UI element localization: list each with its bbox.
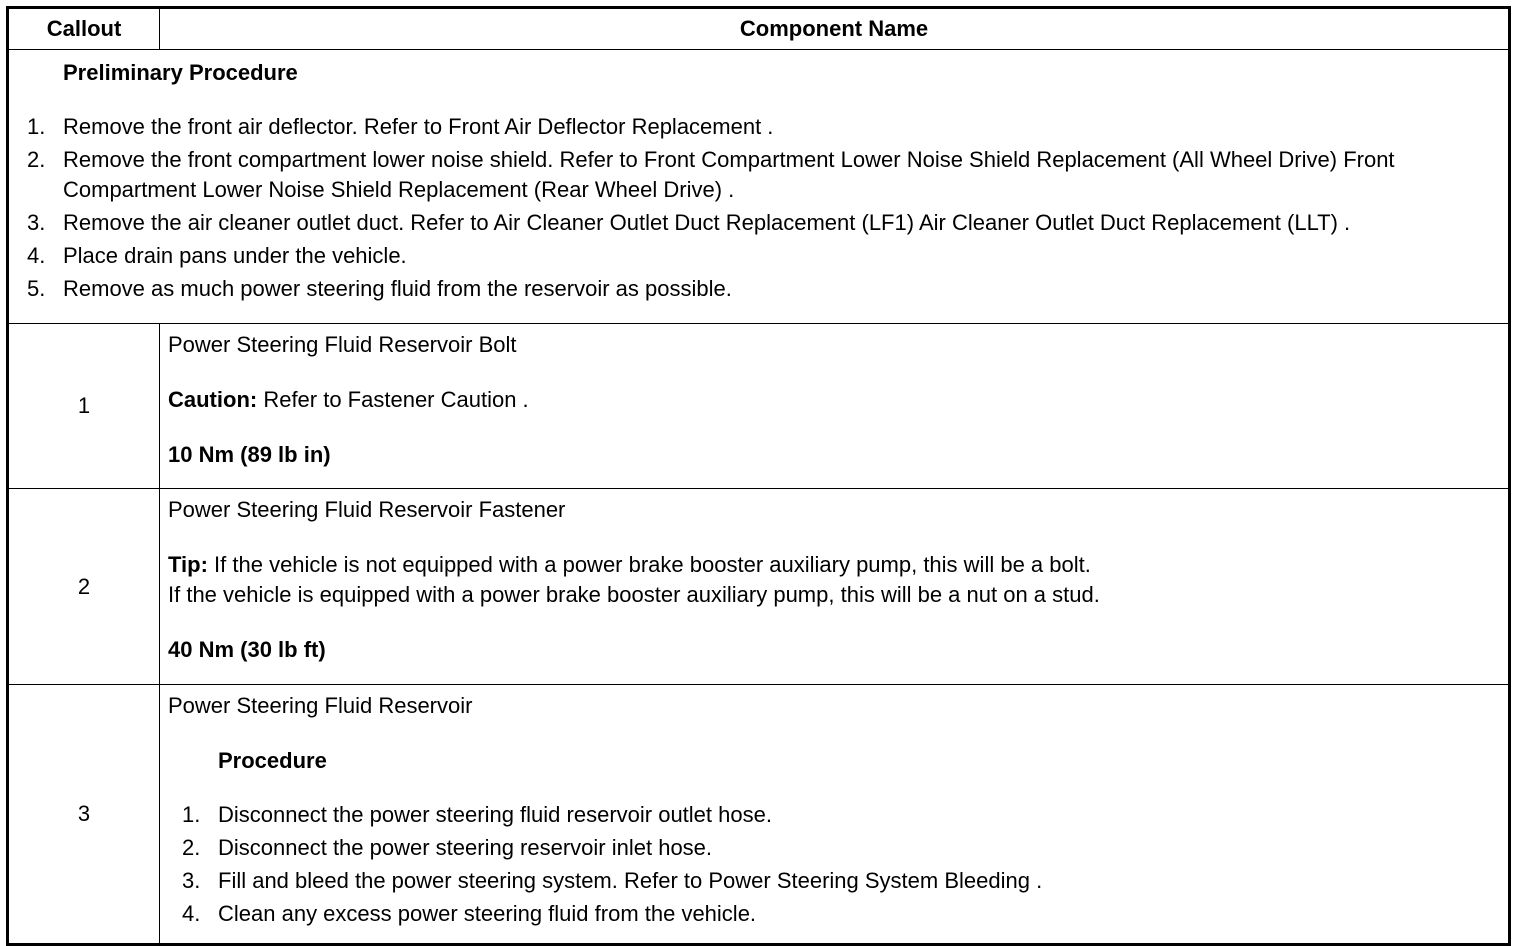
component-cell bbox=[160, 324, 1509, 489]
list-item bbox=[168, 800, 1500, 830]
tip-text-continued: If the vehicle is equipped with a power brake booster auxiliary pump, this will be a nut on a stud. bbox=[168, 582, 1100, 607]
component-name: Power Steering Fluid Reservoir bbox=[168, 693, 473, 718]
preliminary-procedure-cell bbox=[9, 50, 1509, 324]
step-text: Clean any excess power steering fluid from the vehicle. bbox=[218, 901, 757, 926]
list-item bbox=[168, 866, 1500, 896]
tip-note bbox=[168, 550, 1500, 580]
list-item bbox=[9, 145, 1508, 205]
step-text: Remove the front air deflector. Refer to Front Air Deflector Replacement . bbox=[63, 114, 774, 139]
component-cell bbox=[160, 685, 1509, 944]
step-number: 4. bbox=[182, 901, 201, 926]
list-item bbox=[9, 274, 1508, 304]
preliminary-procedure-row bbox=[9, 50, 1509, 324]
table-row bbox=[9, 489, 1509, 685]
list-item bbox=[9, 208, 1508, 238]
caution-label: Caution: bbox=[168, 387, 258, 412]
step-number: 4. bbox=[27, 243, 46, 268]
step-text: Place drain pans under the vehicle. bbox=[63, 243, 407, 268]
preliminary-procedure-heading: Preliminary Procedure bbox=[63, 60, 298, 85]
step-text: Disconnect the power steering reservoir inlet hose. bbox=[218, 835, 713, 860]
table-row bbox=[9, 324, 1509, 489]
step-number: 5. bbox=[27, 276, 46, 301]
callout-cell: 2 bbox=[9, 489, 160, 685]
step-number: 1. bbox=[182, 802, 201, 827]
component-cell bbox=[160, 489, 1509, 685]
list-item bbox=[9, 112, 1508, 142]
step-text: Fill and bleed the power steering system. Refer to Power Steering System Bleeding . bbox=[218, 868, 1043, 893]
list-item bbox=[168, 833, 1500, 863]
component-name: Power Steering Fluid Reservoir Fastener bbox=[168, 497, 566, 522]
callout-column-header: Callout bbox=[9, 9, 160, 50]
step-number: 3. bbox=[182, 868, 201, 893]
torque-spec: 10 Nm (89 lb in) bbox=[168, 442, 331, 467]
procedure-table bbox=[8, 8, 1509, 944]
header-row bbox=[9, 9, 1509, 50]
tip-text: If the vehicle is not equipped with a power brake booster auxiliary pump, this will be a bolt. bbox=[207, 552, 1091, 577]
step-number: 2. bbox=[182, 835, 201, 860]
step-text: Remove the front compartment lower noise shield. Refer to Front Compartment Lower Noise Shield Replacement (All Wheel Drive) Front Compartment Lower Noise Shield Replacement (Rear Wheel Drive) . bbox=[63, 147, 1395, 202]
step-text: Remove as much power steering fluid from the reservoir as possible. bbox=[63, 276, 732, 301]
callout-cell: 1 bbox=[9, 324, 160, 489]
table-row bbox=[9, 685, 1509, 944]
step-text: Remove the air cleaner outlet duct. Refer to Air Cleaner Outlet Duct Replacement (LF1) Air Cleaner Outlet Duct Replacement (LLT) . bbox=[63, 210, 1351, 235]
torque-spec: 40 Nm (30 lb ft) bbox=[168, 637, 326, 662]
component-name: Power Steering Fluid Reservoir Bolt bbox=[168, 332, 517, 357]
step-number: 3. bbox=[27, 210, 46, 235]
tip-label: Tip: bbox=[168, 552, 208, 577]
step-number: 1. bbox=[27, 114, 46, 139]
list-item bbox=[9, 241, 1508, 271]
list-item bbox=[168, 899, 1500, 929]
component-name-column-header: Component Name bbox=[160, 9, 1509, 50]
procedure-table-frame bbox=[6, 6, 1511, 946]
procedure-heading: Procedure bbox=[218, 748, 327, 773]
caution-text: Refer to Fastener Caution . bbox=[257, 387, 529, 412]
step-text: Disconnect the power steering fluid reservoir outlet hose. bbox=[218, 802, 772, 827]
callout-cell: 3 bbox=[9, 685, 160, 944]
procedure-steps-list bbox=[168, 800, 1500, 929]
caution-note bbox=[168, 385, 1500, 415]
step-number: 2. bbox=[27, 147, 46, 172]
preliminary-steps-list bbox=[9, 112, 1508, 304]
